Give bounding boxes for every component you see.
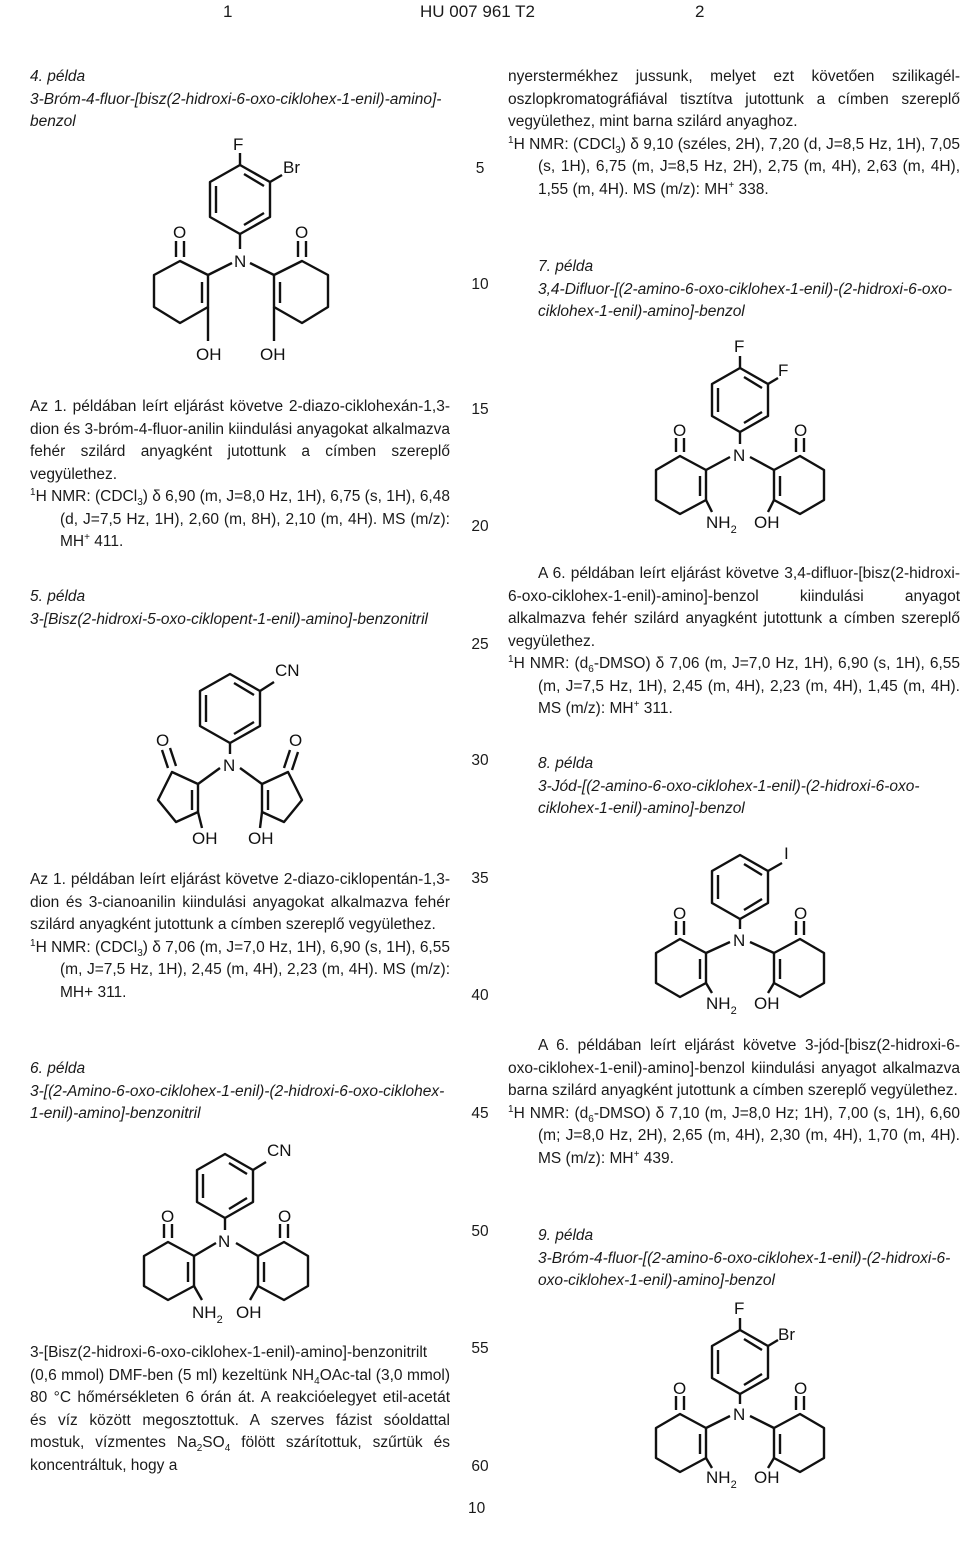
cyclohexene-ring	[656, 456, 706, 514]
atom-cn: CN	[275, 661, 300, 680]
structure-example-6	[140, 1136, 340, 1326]
bond	[706, 1458, 712, 1468]
example-title: 3-Bróm-4-fluor-[(2-amino-6-oxo-ciklohex-1-enil)-(2-hidroxi-6-oxo-ciklohex-1-enil)-amino]-benzol	[538, 1249, 951, 1289]
atom-o: O	[794, 421, 808, 440]
nmr-sup: 1	[30, 937, 36, 949]
structure-example-7	[650, 337, 850, 540]
paragraph: Az 1. példában leírt eljárást követve 2-diazo-ciklohexán-1,3-dion és 3-bróm-4-fluor-anilin kiindulási anyagokat alkalmazva fehér szilárd anyagként jutottunk a címben szereplő vegyülethez.	[30, 398, 450, 483]
nmr-text: 338.	[734, 180, 769, 198]
line-number: 10	[471, 276, 489, 293]
document-id: HU 007 961 T2	[420, 2, 535, 21]
nmr-text: H NMR: (CDCl	[35, 938, 138, 956]
bond	[260, 682, 274, 691]
bond	[253, 1162, 266, 1170]
example-4-heading	[30, 66, 450, 134]
example-5-procedure	[30, 869, 450, 1004]
line-number: 15	[471, 401, 489, 418]
example-title: 3,4-Difluor-[(2-amino-6-oxo-ciklohex-1-enil)-(2-hidroxi-6-oxo-ciklohex-1-enil)-amino]-benzol	[538, 280, 953, 320]
subscript: 4	[224, 1443, 231, 1455]
example-label: 4. példa	[30, 68, 86, 85]
atom-f: F	[734, 1299, 745, 1318]
example-label: 9. példa	[538, 1227, 594, 1244]
benzene-ring	[712, 855, 768, 919]
example-title: 3-Bróm-4-fluor-[bisz(2-hidroxi-6-oxo-ciklohex-1-enil)-amino]-benzol	[30, 90, 442, 130]
bond	[194, 1243, 216, 1256]
double-bond	[284, 750, 290, 768]
atom-o: O	[278, 1207, 292, 1226]
bond	[198, 768, 220, 784]
nmr-text: ) δ 9,10 (széles, 2H), 7,20 (d, J=8,5 Hz, 1H), 7,05 (s, 1H), 6,75 (m, J=8,5 Hz, 2H), 2,75 (m, 4H), 2,63 (m, 4H), 1,55 (m, 4H). MS (m/z): MH	[538, 135, 960, 198]
example-4-procedure	[30, 396, 450, 554]
text: SO	[202, 1434, 225, 1451]
nmr-sub: 3	[137, 947, 143, 959]
bond	[706, 983, 712, 993]
bond	[768, 500, 774, 512]
paragraph: A 6. példában leírt eljárást követve 3-jód-[bisz(2-hidroxi-6-oxo-ciklohex-1-enil)-amino]-benzol kiindulási anyagot alkalmazva barna szilárd anyagként jutottunk a címben szereplő vegyülethez.	[508, 1037, 960, 1099]
example-5-heading	[30, 586, 450, 631]
atom-nh2-label: NH	[706, 513, 731, 532]
line-number: 5	[475, 160, 485, 177]
structure-example-4	[140, 135, 340, 375]
cyclohexene-ring	[774, 456, 824, 514]
atom-cn: CN	[267, 1141, 292, 1160]
atom-o: O	[673, 904, 687, 923]
nmr-text: -DMSO) δ 7,06 (m, J=7,0 Hz, 1H), 6,90 (s, 1H), 6,55 (m, J=7,5 Hz, 1H), 2,45 (m, 4H), 2,23 (m, 4H), 1,45 (m, 4H). MS (m/z): MH	[538, 655, 960, 717]
nmr-sub: 6	[588, 1113, 594, 1125]
atom-o: O	[173, 223, 187, 242]
atom-oh: OH	[196, 345, 222, 364]
structure-example-5	[140, 660, 340, 855]
nmr-sup: 1	[508, 1103, 514, 1115]
nmr-sub: 3	[615, 144, 621, 156]
nmr-text: 439.	[639, 1149, 674, 1167]
example-9-heading	[508, 1225, 960, 1293]
example-8-procedure	[508, 1035, 960, 1170]
text: fölött szárítottuk, szűrtük és koncentráltuk, hogy a	[30, 1434, 450, 1474]
atom-o: O	[794, 904, 808, 923]
nmr-text: 311.	[639, 700, 673, 717]
example-6-procedure	[30, 1342, 450, 1477]
atom-o: O	[673, 421, 687, 440]
benzene-ring	[712, 368, 768, 432]
atom-n: N	[218, 1232, 231, 1251]
atom-nh2-label: NH	[192, 1303, 217, 1322]
nmr-sub: 3	[137, 497, 143, 509]
cyclohexene-ring	[774, 1414, 824, 1472]
atom-n: N	[223, 756, 236, 775]
line-number: 45	[471, 1105, 489, 1122]
paragraph: A 6. példában leírt eljárást követve 3,4-difluor-[bisz(2-hidroxi-6-oxo-ciklohex-1-enil)-amino]-benzol kiindulási anyagot alkalmazva fehér szilárd anyagként jutottunk a címben szereplő vegyülethez.	[508, 565, 960, 650]
atom-o: O	[673, 1379, 687, 1398]
atom-oh: OH	[192, 829, 218, 848]
atom-oh: OH	[754, 994, 780, 1013]
subscript: 2	[196, 1443, 203, 1455]
page-number-left: 1	[223, 2, 233, 21]
bond	[208, 263, 232, 275]
nmr-sup: +	[633, 698, 640, 710]
line-number: 55	[471, 1340, 489, 1357]
atom-nh2-label: NH	[706, 994, 731, 1013]
bond	[768, 863, 782, 871]
atom-nh2	[706, 994, 737, 1017]
page-number-right: 2	[695, 2, 705, 21]
atom-n: N	[733, 1405, 746, 1424]
example-6-continuation	[508, 66, 960, 201]
text: OAc-tal (3,0 mmol) 80 °C hőmérsékleten 6 órán át. A reakcióelegyet etil-acetát és víz között megosztottuk. A szerves fázist sóoldattal mostuk, vízmentes Na	[30, 1366, 450, 1451]
bond	[236, 1243, 258, 1256]
bond	[768, 1458, 774, 1468]
subscript: 4	[314, 1375, 320, 1387]
cyclohexene-ring	[154, 261, 208, 323]
nmr-data	[508, 134, 960, 202]
atom-nh2-subscript: 2	[730, 524, 737, 536]
nmr-data	[508, 653, 960, 721]
atom-br: Br	[778, 1325, 795, 1344]
example-label: 8. példa	[538, 755, 594, 772]
nmr-data	[508, 1103, 960, 1171]
atom-oh: OH	[236, 1303, 262, 1322]
cyclohexene-ring	[274, 261, 328, 323]
nmr-sub: 6	[588, 664, 594, 676]
atom-o: O	[289, 731, 303, 750]
nmr-text: 411.	[89, 533, 124, 550]
atom-n: N	[733, 931, 746, 950]
atom-nh2	[192, 1303, 223, 1326]
atom-oh: OH	[248, 829, 274, 848]
sheet-number: 10	[468, 1500, 486, 1517]
example-7-heading	[508, 256, 960, 324]
bond	[750, 942, 774, 953]
paragraph: nyerstermékhez jussunk, melyet ezt követően szilikagél-oszlopkromatográfiával tisztítva jutottunk a címben szereplő vegyülethez, mint barna szilárd anyaghoz.	[508, 68, 960, 130]
bond	[270, 175, 282, 182]
nmr-text: ) δ 6,90 (m, J=8,0 Hz, 1H), 6,75 (s, 1H), 6,48 (d, J=7,5 Hz, 1H), 2,60 (m, 8H), 2,10 (m, 4H). MS (m/z): MH	[60, 488, 450, 550]
atom-o: O	[295, 223, 309, 242]
nmr-text: ) δ 7,06 (m, J=7,0 Hz, 1H), 6,90 (s, 1H), 6,55 (m, J=7,5 Hz, 1H), 2,45 (m, 4H), 2,23 (m, 4H). MS (m/z): MH+ 311.	[60, 938, 450, 1001]
atom-oh: OH	[754, 1468, 780, 1487]
bond	[706, 500, 712, 512]
nmr-text: H NMR: (d	[513, 1104, 589, 1122]
example-label: 5. példa	[30, 588, 86, 605]
bond	[198, 812, 202, 828]
double-bond	[292, 752, 298, 770]
bond	[706, 457, 730, 470]
nmr-sup: +	[84, 531, 90, 543]
bond	[194, 1286, 202, 1300]
atom-f: F	[778, 361, 789, 380]
bond	[768, 983, 774, 993]
atom-o: O	[161, 1207, 175, 1226]
double-bond	[162, 750, 168, 768]
benzene-ring	[210, 165, 270, 234]
bond	[250, 1286, 258, 1300]
paragraph: Az 1. példában leírt eljárást követve 2-diazo-ciklopentán-1,3-dion és 3-cianoanilin kiindulási anyagokat alkalmazva fehér szilárd anyagként jutottunk a címben szereplő vegyülethez.	[30, 871, 450, 933]
atom-o: O	[156, 731, 170, 750]
nmr-text: H NMR: (CDCl	[35, 488, 138, 505]
line-number: 50	[471, 1223, 489, 1240]
line-number: 25	[471, 636, 489, 653]
example-8-heading	[508, 753, 960, 821]
atom-nh2-subscript: 2	[216, 1314, 223, 1326]
cyclohexene-ring	[774, 939, 824, 997]
nmr-text: H NMR: (d	[513, 655, 589, 672]
cyclohexene-ring	[656, 939, 706, 997]
text: 3-[Bisz(2-hidroxi-6-oxo-ciklohex-1-enil)-amino]-benzonitrilt (0,6 mmol) DMF-ben (5 ml) kezeltünk NH	[30, 1344, 428, 1384]
example-title: 3-[(2-Amino-6-oxo-ciklohex-1-enil)-(2-hidroxi-6-oxo-ciklohex-1-enil)-amino]-benzonitril	[30, 1082, 445, 1122]
example-label: 6. példa	[30, 1060, 86, 1077]
benzene-ring	[712, 1330, 768, 1394]
nmr-sup: 1	[30, 486, 36, 498]
atom-nh2	[706, 513, 737, 536]
atom-br: Br	[283, 158, 300, 177]
nmr-sup: 1	[508, 653, 514, 665]
nmr-sup: +	[633, 1148, 640, 1160]
paragraph	[30, 1342, 450, 1477]
example-label: 7. példa	[538, 258, 594, 275]
example-7-procedure	[508, 563, 960, 721]
cyclohexene-ring	[258, 1242, 308, 1300]
atom-oh: OH	[754, 513, 780, 532]
example-6-heading	[30, 1058, 450, 1126]
line-number: 60	[471, 1458, 489, 1475]
atom-nh2-label: NH	[706, 1468, 731, 1487]
example-title: 3-Jód-[(2-amino-6-oxo-ciklohex-1-enil)-(2-hidroxi-6-oxo-ciklohex-1-enil)-amino]-benzol	[538, 777, 920, 817]
atom-oh: OH	[260, 345, 286, 364]
atom-n: N	[733, 446, 746, 465]
atom-nh2-subscript: 2	[730, 1479, 737, 1491]
structure-example-8	[650, 835, 850, 1015]
structure-example-9	[650, 1299, 850, 1492]
bond	[250, 263, 274, 275]
double-bond	[170, 748, 176, 766]
line-number: 30	[471, 752, 489, 769]
bond	[768, 378, 778, 384]
atom-i: I	[784, 844, 789, 863]
bond	[706, 942, 730, 953]
line-number: 40	[471, 987, 489, 1004]
cyclohexene-ring	[144, 1242, 194, 1300]
benzene-ring	[197, 1154, 253, 1218]
bond	[750, 457, 774, 470]
atom-f: F	[734, 337, 745, 356]
bond	[240, 768, 262, 784]
nmr-text: -DMSO) δ 7,10 (m, J=8,0 Hz; 1H), 7,00 (s, 1H), 6,60 (m; J=8,0 Hz, 2H), 2,65 (m, 4H), 2,30 (m, 4H), 1,70 (m, 4H). MS (m/z): MH	[538, 1104, 960, 1167]
atom-n: N	[234, 252, 247, 271]
atom-o: O	[794, 1379, 808, 1398]
bond	[750, 1416, 774, 1428]
atom-nh2	[706, 1468, 737, 1491]
atom-nh2-subscript: 2	[730, 1005, 737, 1017]
nmr-sup: 1	[508, 134, 514, 146]
example-title: 3-[Bisz(2-hidroxi-5-oxo-ciklopent-1-enil)-amino]-benzonitril	[30, 610, 428, 628]
nmr-data	[30, 486, 450, 554]
nmr-data	[30, 937, 450, 1005]
atom-f: F	[233, 135, 244, 154]
line-number: 35	[471, 870, 489, 887]
nmr-sup: +	[728, 179, 735, 191]
bond	[260, 812, 262, 828]
line-number: 20	[471, 518, 489, 535]
benzene-ring	[200, 674, 260, 743]
bond	[706, 1416, 730, 1428]
nmr-text: H NMR: (CDCl	[513, 135, 616, 153]
cyclohexene-ring	[656, 1414, 706, 1472]
bond	[768, 1340, 778, 1346]
